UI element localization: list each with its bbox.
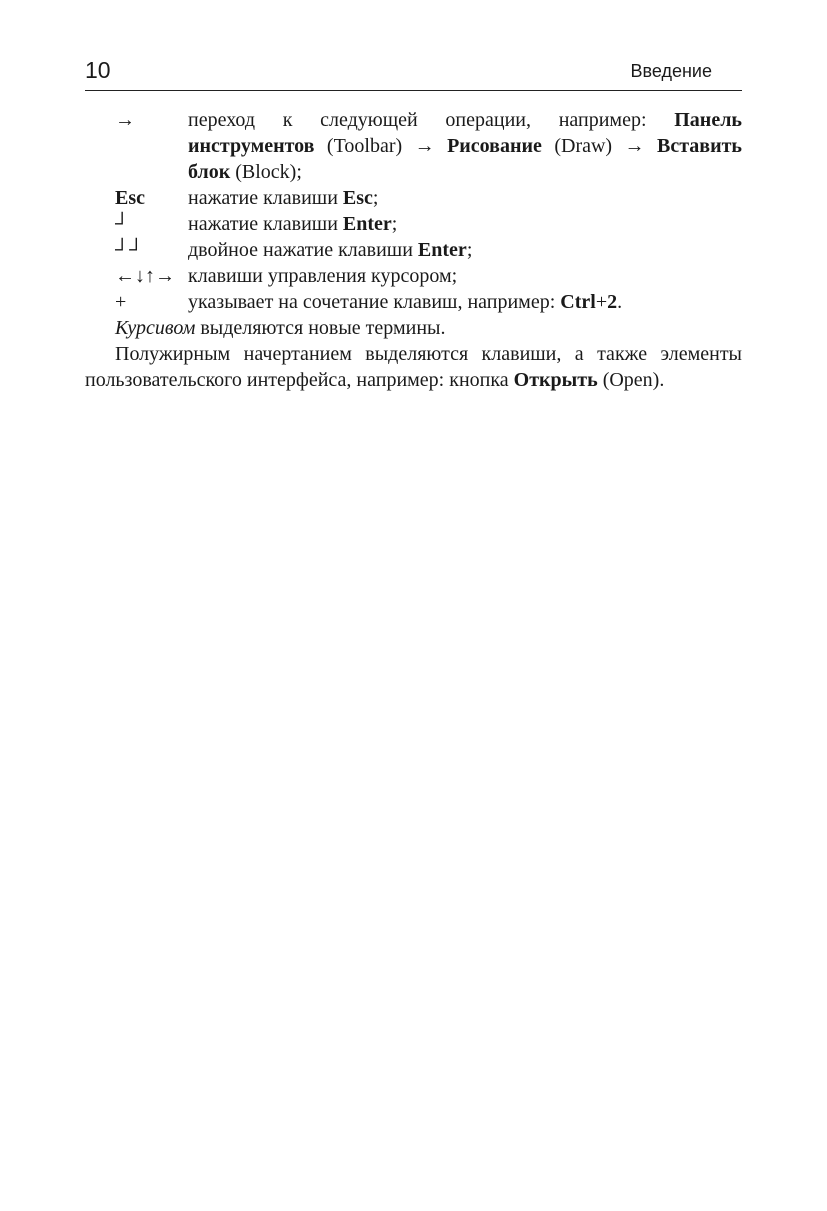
- convention-description: нажатие клавиши Esc;: [188, 187, 379, 209]
- convention-row: [85, 211, 742, 237]
- convention-description: указывает на сочетание клавиш, например: Ctrl+2.: [188, 291, 623, 313]
- convention-description: двойное нажатие клавиши Enter;: [188, 239, 473, 261]
- italic-note-paragraph: Курсивом выделяются новые термины.: [115, 317, 446, 339]
- convention-row: [85, 289, 742, 315]
- convention-row: [85, 263, 742, 289]
- convention-row: [85, 185, 742, 211]
- convention-symbol: ┘: [115, 213, 130, 235]
- section-title: Введение: [630, 61, 712, 81]
- page-number: 10: [85, 57, 111, 83]
- convention-row: [85, 237, 742, 263]
- convention-row: [85, 107, 742, 185]
- convention-description: нажатие клавиши Enter;: [188, 213, 398, 235]
- bold-note-paragraph: Полужирным начертанием выделяются клавиши, а также элементы пользовательского интерфейса, например: кнопка Открыть (Open).: [85, 343, 742, 391]
- convention-symbol: +: [115, 291, 127, 313]
- convention-symbol: ┘┘: [115, 239, 144, 261]
- convention-description: клавиши управления курсором;: [188, 265, 458, 287]
- page-header: [85, 56, 742, 91]
- convention-symbol: ←↓↑→: [115, 265, 175, 287]
- page-content: [85, 107, 742, 393]
- convention-description: переход к следующей операции, например: Панель инструментов (Toolbar) → Рисование (Draw) → Вставить блок (Block);: [188, 109, 743, 183]
- convention-symbol: Esc: [115, 187, 145, 209]
- convention-symbol: →: [115, 109, 135, 131]
